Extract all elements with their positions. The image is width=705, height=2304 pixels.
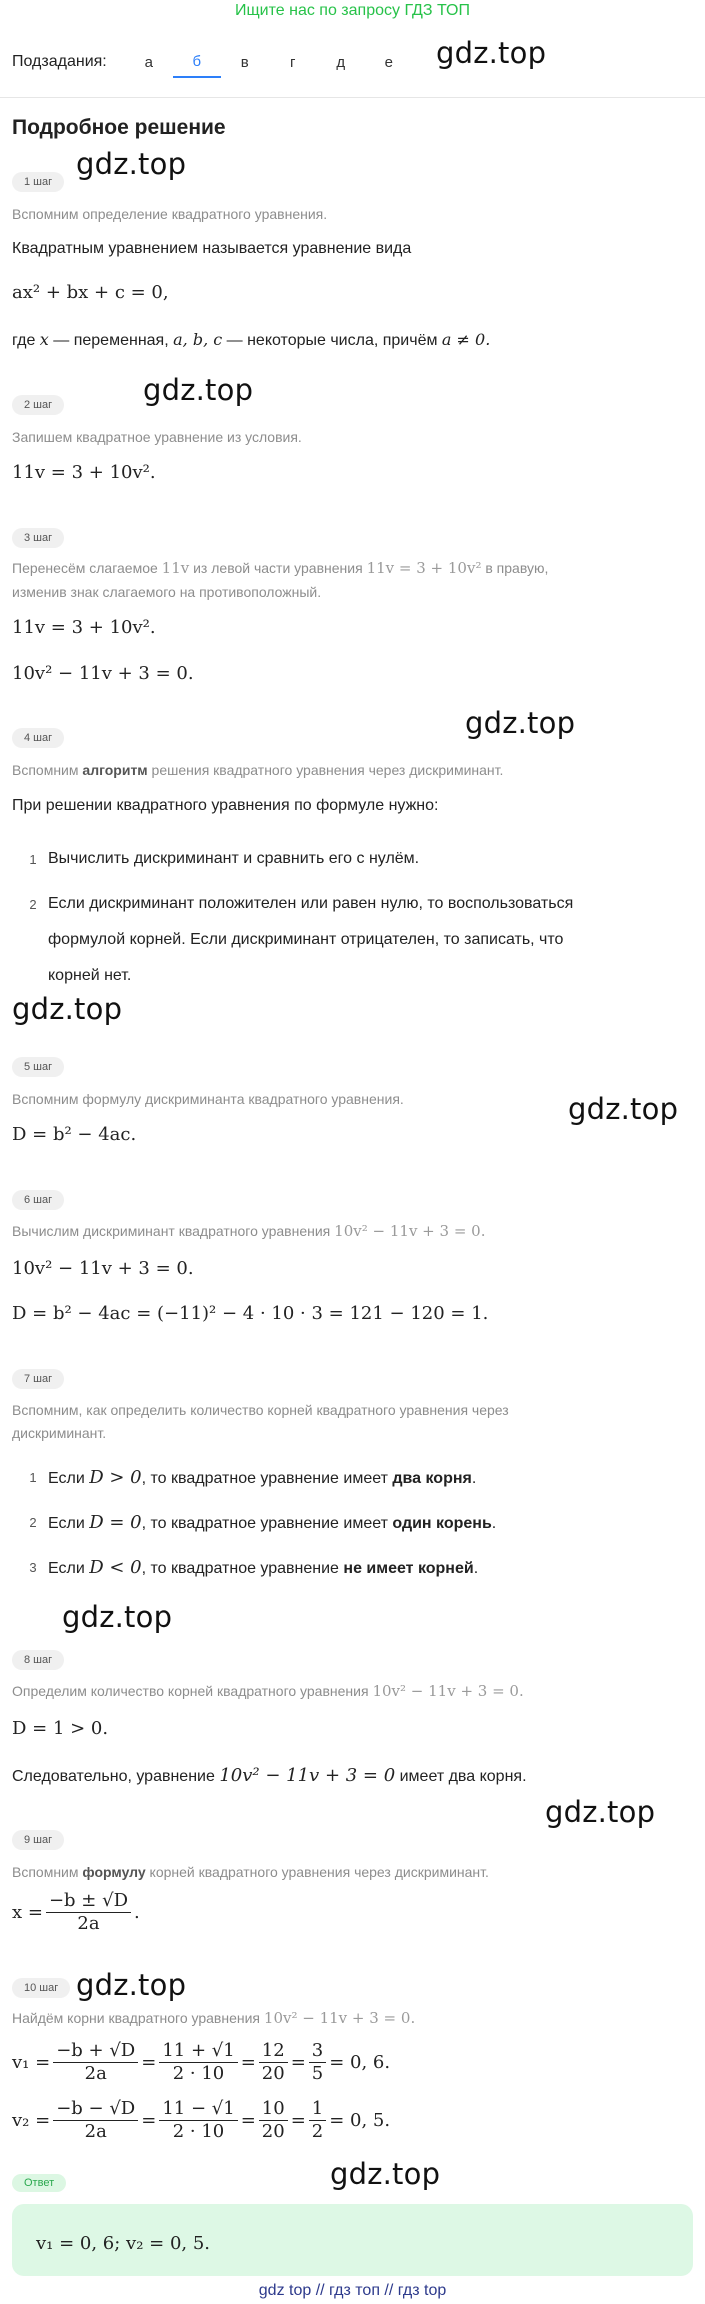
step-7-badge: 7 шаг bbox=[12, 1369, 64, 1389]
list-item: Если дискриминант положителен или равен нулю, то воспользоваться bbox=[48, 895, 574, 912]
watermark: gdz.top bbox=[12, 992, 123, 1026]
subtask-tabs bbox=[12, 50, 413, 74]
tab-v[interactable]: в bbox=[240, 53, 249, 71]
watermark: gdz.top bbox=[62, 1600, 173, 1634]
step-1-text: Квадратным уравнением называется уравнение вида bbox=[12, 240, 412, 257]
step-4-badge: 4 шаг bbox=[12, 728, 64, 748]
tab-b[interactable]: б bbox=[173, 53, 221, 78]
answer-text: v₁ = 0, 6; v₂ = 0, 5. bbox=[36, 2233, 211, 2254]
tab-a[interactable]: а bbox=[144, 53, 153, 71]
list-number: 3 bbox=[29, 1560, 37, 1575]
watermark: gdz.top bbox=[465, 706, 576, 740]
tab-d[interactable]: д bbox=[336, 53, 346, 71]
step-3-hint: Перенесём слагаемое 11v из левой части уравнения 11v = 3 + 10v² в правую, bbox=[12, 559, 549, 577]
list-item: Если D = 0, то квадратное уравнение имеет один корень. bbox=[48, 1512, 497, 1533]
step-2-formula: 11v = 3 + 10v². bbox=[12, 462, 156, 483]
tab-e[interactable]: е bbox=[384, 53, 393, 71]
answer-badge: Ответ bbox=[12, 2174, 66, 2192]
step-7-hint-cont: дискриминант. bbox=[12, 1425, 107, 1441]
step-10-root-1: v₁ = $\frac{-b + √D}{2a}$ = $\frac{11 + √1}{2 \cdot 10}$ = $\frac{12}{20}$ = $\frac{3}{5}$ = 0, 6. bbox=[12, 2040, 391, 2084]
step-3-hint-cont: изменив знак слагаемого на противоположный. bbox=[12, 584, 322, 600]
watermark: gdz.top bbox=[143, 373, 254, 407]
step-2-hint: Запишем квадратное уравнение из условия. bbox=[12, 429, 302, 445]
step-10-hint: Найдём корни квадратного уравнения 10v² − 11v + 3 = 0. bbox=[12, 2009, 416, 2027]
top-banner[interactable]: Ищите нас по запросу ГДЗ ТОП bbox=[235, 2, 470, 19]
list-number: 2 bbox=[29, 897, 37, 912]
step-5-formula: D = b² − 4ac. bbox=[12, 1124, 137, 1145]
step-1-where: где x — переменная, a, b, c — некоторые числа, причём a ≠ 0. bbox=[12, 330, 491, 349]
footer-links[interactable]: gdz top // гдз топ // гдз top bbox=[258, 2282, 447, 2299]
step-3-badge: 3 шаг bbox=[12, 528, 64, 548]
step-6-formula-2: D = b² − 4ac = (−11)² − 4 · 10 · 3 = 121 − 120 = 1. bbox=[12, 1303, 489, 1324]
list-item: Если D > 0, то квадратное уравнение имеет два корня. bbox=[48, 1467, 477, 1488]
step-4-hint: Вспомним алгоритм решения квадратного уравнения через дискриминант. bbox=[12, 762, 504, 778]
step-9-formula: x = $\frac{-b \pm √D}{2a}$ . bbox=[12, 1890, 140, 1934]
step-10-badge: 10 шаг bbox=[12, 1978, 70, 1998]
step-8-formula: D = 1 > 0. bbox=[12, 1718, 109, 1739]
step-10-root-2: v₂ = $\frac{-b - √D}{2a}$ = $\frac{11 - √1}{2 \cdot 10}$ = $\frac{10}{20}$ = $\frac{1}{2}$ = 0, 5. bbox=[12, 2098, 391, 2142]
step-1-hint: Вспомним определение квадратного уравнения. bbox=[12, 206, 328, 222]
step-8-text: Следовательно, уравнение 10v² − 11v + 3 = 0 имеет два корня. bbox=[12, 1765, 527, 1786]
watermark: gdz.top bbox=[76, 147, 187, 181]
step-8-hint: Определим количество корней квадратного уравнения 10v² − 11v + 3 = 0. bbox=[12, 1682, 524, 1700]
list-item: формулой корней. Если дискриминант отрицателен, то записать, что bbox=[48, 931, 564, 948]
step-4-text: При решении квадратного уравнения по формуле нужно: bbox=[12, 797, 439, 814]
step-2-badge: 2 шаг bbox=[12, 395, 64, 415]
divider bbox=[0, 97, 705, 98]
watermark: gdz.top bbox=[545, 1795, 656, 1829]
subtasks-label: Подзадания: bbox=[12, 53, 107, 70]
step-8-badge: 8 шаг bbox=[12, 1650, 64, 1670]
list-number: 2 bbox=[29, 1515, 37, 1530]
list-number: 1 bbox=[29, 1470, 37, 1485]
step-5-hint: Вспомним формулу дискриминанта квадратного уравнения. bbox=[12, 1091, 404, 1107]
section-title: Подробное решение bbox=[12, 116, 226, 139]
step-1-badge: 1 шаг bbox=[12, 172, 64, 192]
step-5-badge: 5 шаг bbox=[12, 1057, 64, 1077]
step-9-hint: Вспомним формулу корней квадратного уравнения через дискриминант. bbox=[12, 1864, 489, 1880]
step-1-formula: ax² + bx + c = 0, bbox=[12, 282, 169, 303]
list-item: Вычислить дискриминант и сравнить его с нулём. bbox=[48, 850, 420, 867]
step-6-badge: 6 шаг bbox=[12, 1190, 64, 1210]
watermark: gdz.top bbox=[330, 2157, 441, 2191]
watermark: gdz.top bbox=[76, 1968, 187, 2002]
list-number: 1 bbox=[29, 852, 37, 867]
step-6-hint: Вычислим дискриминант квадратного уравнения 10v² − 11v + 3 = 0. bbox=[12, 1222, 486, 1240]
list-item: корней нет. bbox=[48, 967, 132, 984]
step-3-formula-1: 11v = 3 + 10v². bbox=[12, 617, 156, 638]
step-9-badge: 9 шаг bbox=[12, 1830, 64, 1850]
step-6-formula-1: 10v² − 11v + 3 = 0. bbox=[12, 1258, 194, 1279]
watermark: gdz.top bbox=[568, 1092, 679, 1126]
step-3-formula-2: 10v² − 11v + 3 = 0. bbox=[12, 663, 194, 684]
tab-g[interactable]: г bbox=[289, 53, 296, 71]
watermark: gdz.top bbox=[436, 36, 547, 70]
step-7-hint: Вспомним, как определить количество корней квадратного уравнения через bbox=[12, 1402, 509, 1418]
list-item: Если D < 0, то квадратное уравнение не имеет корней. bbox=[48, 1557, 479, 1578]
